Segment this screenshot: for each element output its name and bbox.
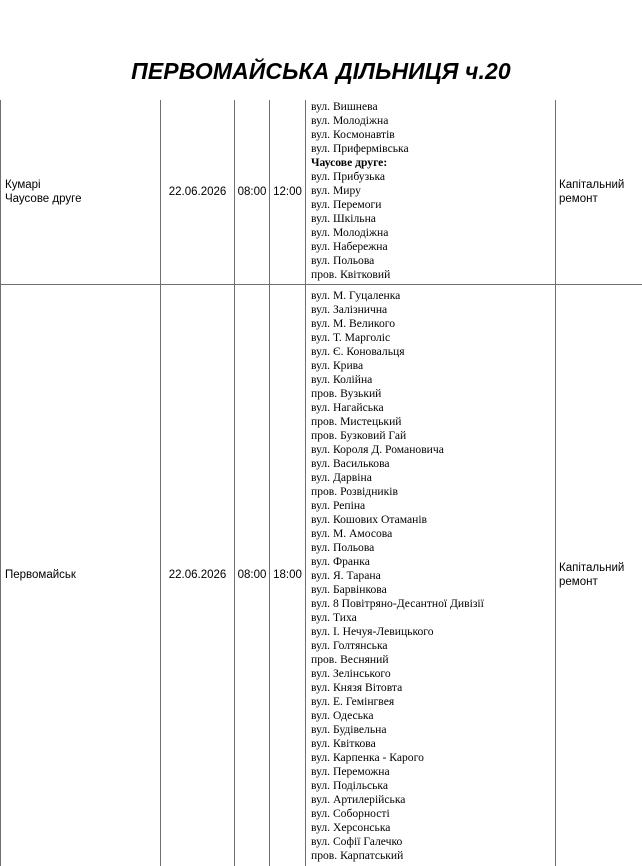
street-item: вул. Миру (311, 184, 361, 197)
street-item: вул. М. Гуцаленка (311, 288, 401, 302)
street-item: вул. Залізнична (311, 302, 388, 316)
outage-schedule-table (0, 100, 642, 866)
street-item: вул. Кошових Отаманів (311, 512, 428, 526)
street-item: вул. Перемоги (311, 198, 382, 211)
street-item: вул. Артилерійська (311, 792, 406, 806)
work-type-line: Капітальний (559, 178, 625, 191)
location-line: Кумарі (5, 178, 41, 191)
street-item: вул. Подільська (311, 778, 389, 792)
street-item: вул. Є. Коновальця (311, 344, 405, 358)
street-item: вул. І. Нечуя-Левицького (311, 624, 434, 638)
street-item: вул. Софії Галечко (311, 834, 403, 848)
end-time-cell: 12:00 (270, 100, 306, 284)
street-item: вул. Франка (311, 554, 370, 568)
village-subheading: Чаусове друге: (311, 156, 388, 169)
street-item: вул. Переможна (311, 764, 390, 778)
street-item: вул. М. Амосова (311, 526, 393, 540)
work-type-cell (556, 284, 642, 866)
street-item: вул. Зелінського (311, 666, 391, 680)
location-line: Первомайськ (5, 569, 76, 582)
street-item: вул. Вишнева (311, 100, 378, 113)
street-item: вул. Дарвіна (311, 470, 372, 484)
street-item: вул. Барвінкова (311, 582, 387, 596)
work-type-line: ремонт (559, 192, 598, 205)
location-cell (1, 100, 161, 284)
street-item: вул. Т. Марголіс (311, 330, 391, 344)
street-item: вул. Молодіжна (311, 114, 389, 127)
street-item: вул. Польова (311, 540, 375, 554)
work-type-cell (556, 100, 642, 284)
work-type-line: Капітальний (559, 562, 625, 575)
street-item: вул. Короля Д. Романовича (311, 442, 444, 456)
table-row (1, 100, 642, 284)
street-item: пров. Карпатський (311, 848, 404, 862)
date-cell: 22.06.2026 (161, 284, 235, 866)
street-item: вул. Прифермівська (311, 142, 409, 155)
street-item: вул. Набережна (311, 240, 388, 253)
street-item: вул. Колійна (311, 372, 373, 386)
streets-cell (306, 284, 556, 866)
street-item: пров. Весняний (311, 652, 389, 666)
street-item: пров. Бузковий Гай (311, 428, 407, 442)
street-item: вул. 8 Повітряно-Десантної Дивізії (311, 596, 484, 610)
date-cell: 22.06.2026 (161, 100, 235, 284)
street-item: вул. М. Великого (311, 316, 396, 330)
page-title: ПЕРВОМАЙСЬКА ДІЛЬНИЦЯ ч.20 (131, 58, 511, 84)
work-type-line: ремонт (559, 576, 598, 589)
street-item: вул. Соборності (311, 806, 390, 820)
street-item: вул. Голтянська (311, 638, 388, 652)
street-item: вул. Крива (311, 358, 364, 372)
street-item: вул. Е. Гемінгвея (311, 694, 395, 708)
street-item: вул. Карпенка - Карого (311, 750, 424, 764)
street-item: вул. Будівельна (311, 722, 387, 736)
street-item: вул. Херсонська (311, 820, 391, 834)
street-item: вул. Космонавтів (311, 128, 395, 141)
street-item: вул. Нагайська (311, 400, 384, 414)
table-row (1, 284, 642, 866)
end-time-cell: 18:00 (270, 284, 306, 866)
street-item: вул. Князя Вітовта (311, 680, 403, 694)
street-item: вул. Одеська (311, 708, 374, 722)
start-time-cell: 08:00 (235, 284, 270, 866)
street-item: пров. Квітковий (311, 268, 391, 281)
start-time-cell: 08:00 (235, 100, 270, 284)
street-item: пров. Вузький (311, 386, 382, 400)
street-item: вул. Квіткова (311, 736, 376, 750)
location-cell (1, 284, 161, 866)
location-line: Чаусове друге (5, 192, 82, 205)
street-item: вул. Василькова (311, 456, 390, 470)
street-item: вул. Тиха (311, 610, 357, 624)
street-item: вул. Шкільна (311, 212, 376, 225)
street-item: вул. Польова (311, 254, 375, 267)
street-item: вул. Репіна (311, 498, 366, 512)
street-item: пров. Мистецький (311, 414, 402, 428)
street-item: вул. Я. Тарана (311, 568, 381, 582)
streets-cell (306, 100, 556, 284)
street-item: вул. Прибузька (311, 170, 386, 183)
street-item: вул. Молодіжна (311, 226, 389, 239)
street-item: пров. Розвідників (311, 484, 398, 498)
